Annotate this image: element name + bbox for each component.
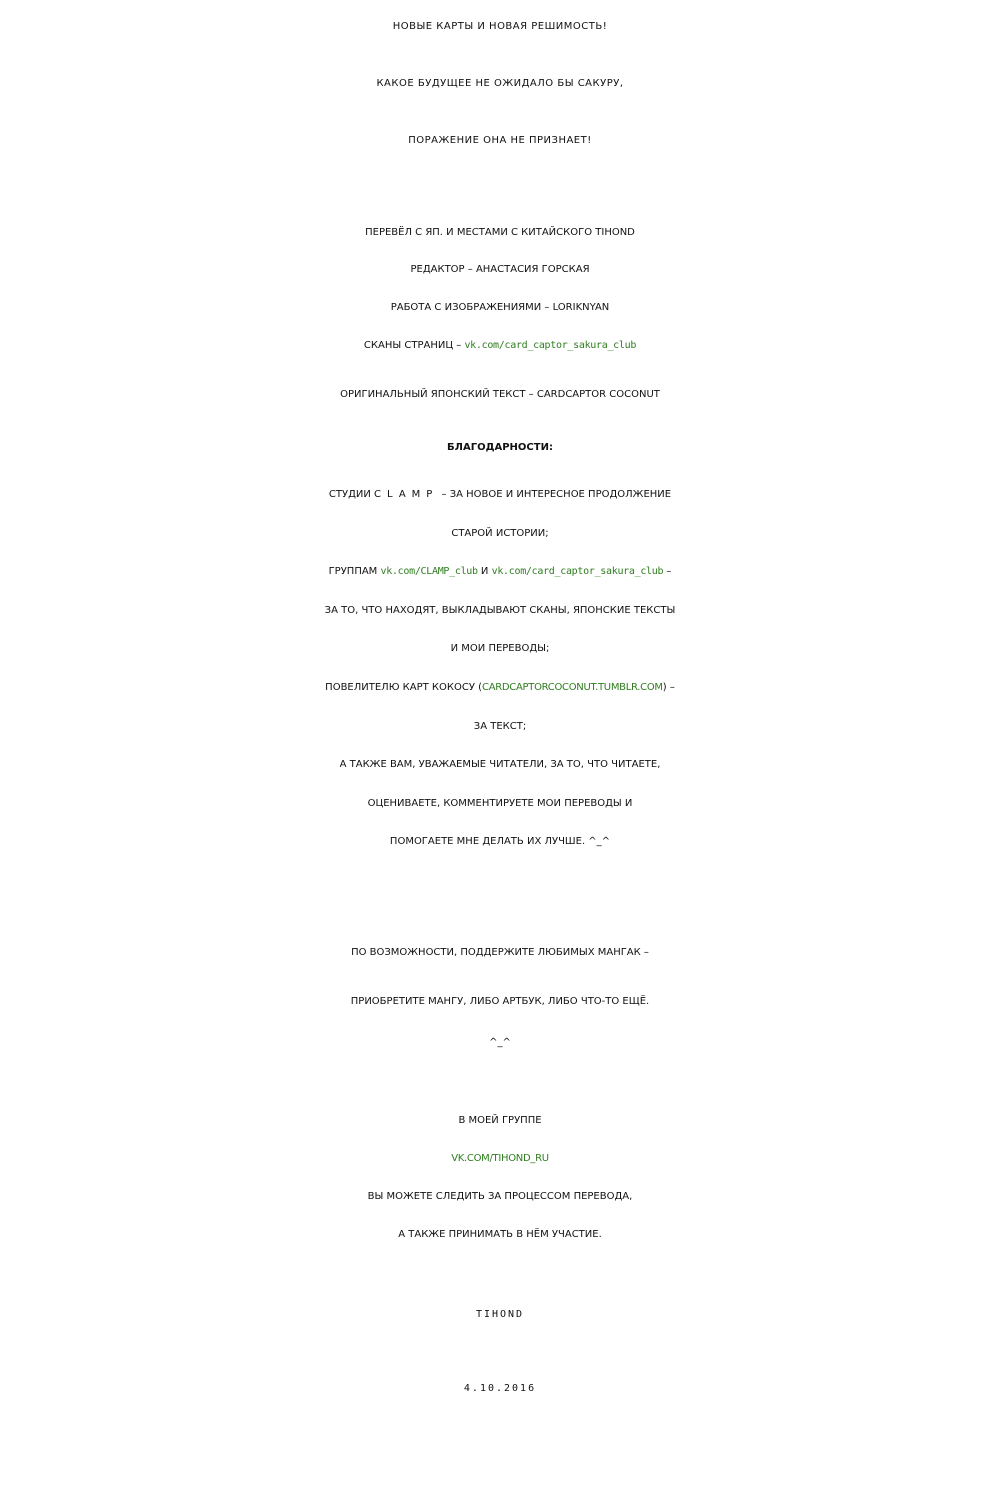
group-link-line xyxy=(0,1154,1000,1164)
heading-line-2: КАКОЕ БУДУЩЕЕ НЕ ОЖИДАЛО БЫ САКУРУ, xyxy=(376,78,624,89)
group-line-3: А ТАКЖЕ ПРИНИМАТЬ В НЁМ УЧАСТИЕ. xyxy=(398,1229,602,1240)
thanks-coconut-line-1 xyxy=(0,683,1000,693)
credit-editor: РЕДАКТОР – АНАСТАСИЯ ГОРСКАЯ xyxy=(410,264,590,275)
thanks-clamp-line-1 xyxy=(0,490,1000,500)
thanks-clamp-line-2: СТАРОЙ ИСТОРИИ; xyxy=(451,528,549,539)
thanks-groups-line-3: И МОИ ПЕРЕВОДЫ; xyxy=(450,643,550,654)
support-line-3: ^_^ xyxy=(489,1037,511,1048)
clamp-club-link[interactable]: vk.com/CLAMP_club xyxy=(380,566,478,577)
heading-line-3: ПОРАЖЕНИЕ ОНА НЕ ПРИЗНАЕТ! xyxy=(408,135,592,146)
signature-date: 4.10.2016 xyxy=(463,1383,537,1394)
thanks-groups-line-2: ЗА ТО, ЧТО НАХОДЯТ, ВЫКЛАДЫВАЮТ СКАНЫ, ЯПОНСКИЕ ТЕКСТЫ xyxy=(324,605,676,616)
tihond-group-link[interactable]: VK.COM/TIHOND_RU xyxy=(451,1153,549,1164)
thanks-clamp-suffix: – ЗА НОВОЕ И ИНТЕРЕСНОЕ ПРОДОЛЖЕНИЕ xyxy=(438,489,672,500)
scans-link[interactable]: vk.com/card_captor_sakura_club xyxy=(464,340,637,351)
credit-original-text: ОРИГИНАЛЬНЫЙ ЯПОНСКИЙ ТЕКСТ – CARDCAPTOR COCONUT xyxy=(340,389,660,400)
credit-scans-label: СКАНЫ СТРАНИЦ – xyxy=(363,340,465,351)
thanks-groups-dash: – xyxy=(663,566,672,577)
thanks-readers-line-3: ПОМОГАЕТЕ МНЕ ДЕЛАТЬ ИХ ЛУЧШЕ. ^_^ xyxy=(389,836,611,847)
thanks-title: БЛАГОДАРНОСТИ: xyxy=(447,442,553,453)
thanks-clamp-prefix: СТУДИИ xyxy=(328,489,375,500)
thanks-readers-line-2: ОЦЕНИВАЕТЕ, КОММЕНТИРУЕТЕ МОИ ПЕРЕВОДЫ И xyxy=(367,798,633,809)
thanks-coconut-prefix: ПОВЕЛИТЕЛЮ КАРТ КОКОСУ ( xyxy=(325,682,483,693)
credit-translator: ПЕРЕВЁЛ С ЯП. И МЕСТАМИ С КИТАЙСКОГО TIHOND xyxy=(365,227,635,238)
support-line-1: ПО ВОЗМОЖНОСТИ, ПОДДЕРЖИТЕ ЛЮБИМЫХ МАНГАК – xyxy=(351,947,649,958)
thanks-coconut-suffix: ) – xyxy=(662,682,675,693)
thanks-coconut-line-2: ЗА ТЕКСТ; xyxy=(473,721,527,732)
thanks-groups-and: И xyxy=(477,566,492,577)
coconut-link[interactable]: CARDCAPTORCOCONUT.TUMBLR.COM xyxy=(482,682,663,693)
thanks-groups-prefix: ГРУППАМ xyxy=(328,566,381,577)
credit-scans xyxy=(0,341,1000,351)
sakura-club-link[interactable]: vk.com/card_captor_sakura_club xyxy=(491,566,664,577)
heading-line-1: НОВЫЕ КАРТЫ И НОВАЯ РЕШИМОСТЬ! xyxy=(392,21,608,32)
thanks-clamp-name: CLAMP xyxy=(374,489,439,500)
support-line-2: ПРИОБРЕТИТЕ МАНГУ, ЛИБО АРТБУК, ЛИБО ЧТО-ТО ЕЩЁ. xyxy=(350,996,650,1007)
signature-name: TIHOND xyxy=(475,1309,525,1320)
thanks-readers-line-1: А ТАКЖЕ ВАМ, УВАЖАЕМЫЕ ЧИТАТЕЛИ, ЗА ТО, ЧТО ЧИТАЕТЕ, xyxy=(339,759,661,770)
group-line-1: В МОЕЙ ГРУППЕ xyxy=(458,1115,542,1126)
group-line-2: ВЫ МОЖЕТЕ СЛЕДИТЬ ЗА ПРОЦЕССОМ ПЕРЕВОДА, xyxy=(367,1191,633,1202)
credit-images: РАБОТА С ИЗОБРАЖЕНИЯМИ – LORIKNYAN xyxy=(390,302,610,313)
thanks-groups-line-1 xyxy=(0,567,1000,577)
